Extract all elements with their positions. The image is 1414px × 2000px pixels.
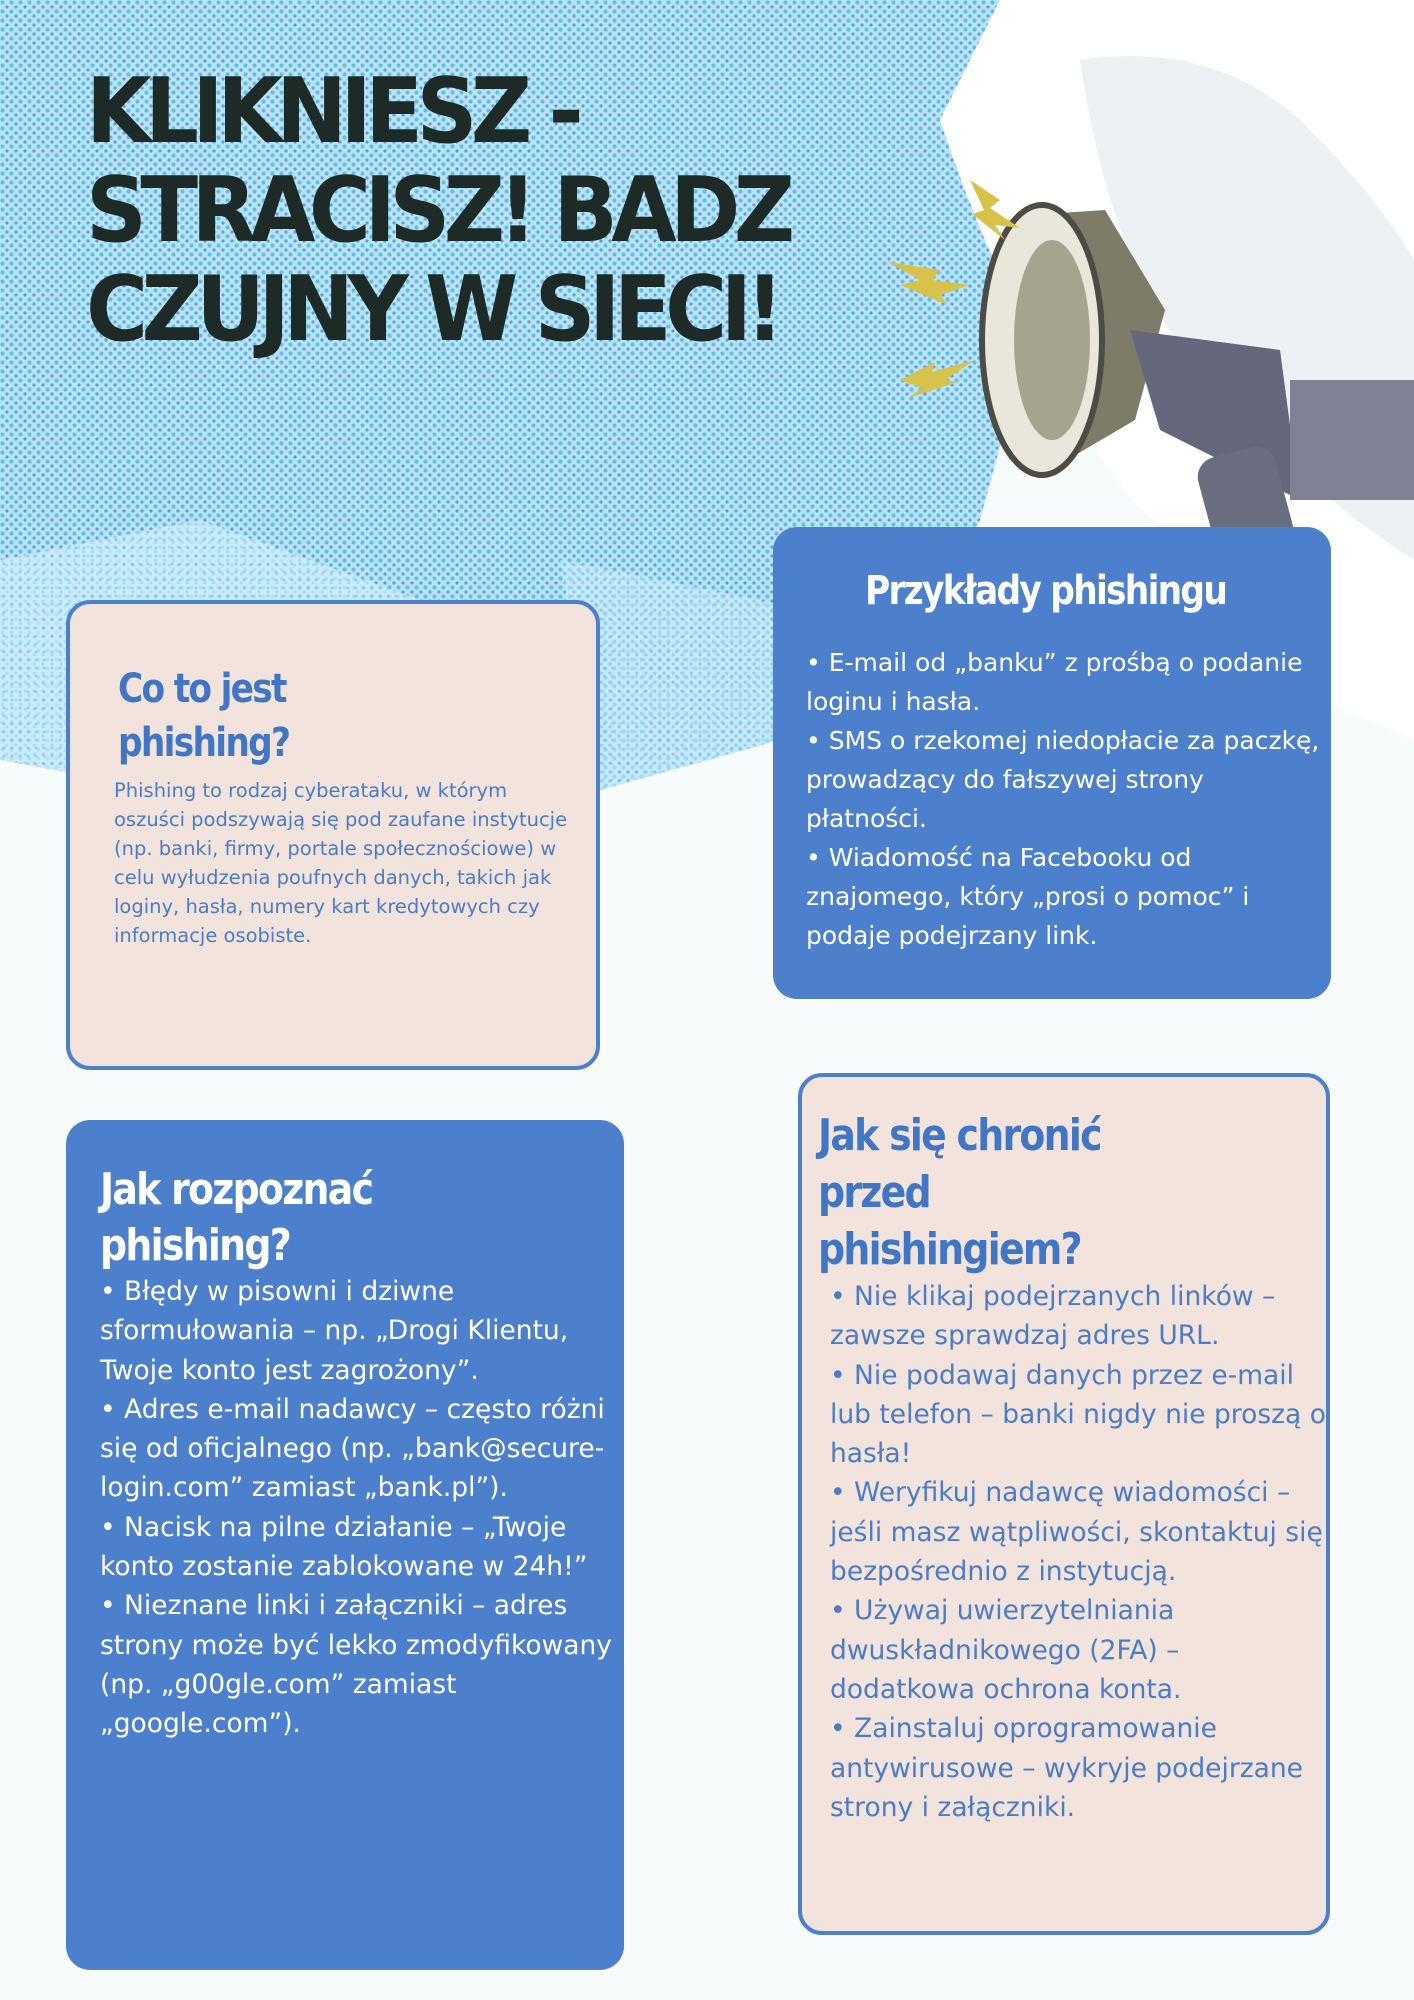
phishing-examples-heading: Przykłady phishingu xyxy=(865,568,1227,614)
what-is-phishing-card xyxy=(66,600,600,1070)
recognize-phishing-card xyxy=(66,1120,624,1970)
list-item: • E-mail od „banku” z prośbą o podanie loginu i hasła. xyxy=(806,648,1303,716)
recognize-phishing-heading: Jak rozpoznać phishing? xyxy=(100,1164,373,1271)
poster-title: KLIKNIESZ - STRACISZ! BADZ CZUJNY W SIECI! xyxy=(86,59,789,362)
recognize-phishing-list xyxy=(100,1272,620,1744)
list-item: • SMS o rzekomej niedopłacie za paczkę, prowadzący do fałszywej strony płatności. xyxy=(806,726,1320,833)
what-is-phishing-text: Phishing to rodzaj cyberataku, w którym oszuści podszywają się pod zaufane instytucje (np. banki, firmy, portale społecznościowe) w celu wyłudzenia poufnych danych, takich jak loginy, hasła, numery kart kredytowych czy informacje osobiste. xyxy=(114,779,568,947)
list-item: • Nie klikaj podejrzanych linków – zawsze sprawdzaj adres URL. xyxy=(830,1281,1276,1352)
phishing-examples-card xyxy=(773,527,1331,999)
list-item: • Błędy w pisowni i dziwne sformułowania – np. „Drogi Klientu, Twoje konto jest zagrożony”. xyxy=(100,1276,569,1386)
protect-phishing-list xyxy=(830,1277,1330,1827)
protect-phishing-card xyxy=(798,1073,1330,1935)
list-item: • Zainstaluj oprogramowanie antywirusowe – wykryje podejrzane strony i załączniki. xyxy=(830,1713,1303,1823)
what-is-phishing-heading: Co to jest phishing? xyxy=(118,666,290,766)
list-item: • Nie podawaj danych przez e-mail lub telefon – banki nigdy nie proszą o hasła! xyxy=(830,1359,1326,1470)
list-item: • Nieznane linki i załączniki – adres strony może być lekko zmodyfikowany (np. „g00gle.com” zamiast „google.com”). xyxy=(100,1590,612,1740)
list-item: • Weryfikuj nadawcę wiadomości – jeśli masz wątpliwości, skontaktuj się bezpośrednio z instytucją. xyxy=(830,1477,1323,1588)
phishing-examples-list xyxy=(806,643,1326,955)
protect-phishing-heading: Jak się chronić przed phishingiem? xyxy=(818,1110,1101,1275)
list-item: • Używaj uwierzytelniania dwuskładnikowego (2FA) – dodatkowa ochrona konta. xyxy=(830,1595,1182,1705)
list-item: • Wiadomość na Facebooku od znajomego, który „prosi o pomoc” i podaje podejrzany link. xyxy=(806,843,1250,950)
list-item: • Nacisk na pilne działanie – „Twoje konto zostanie zablokowane w 24h!” xyxy=(100,1511,588,1583)
list-item: • Adres e-mail nadawcy – często różni się od oficjalnego (np. „bank@secure-login.com” zamiast „bank.pl”). xyxy=(100,1393,605,1504)
